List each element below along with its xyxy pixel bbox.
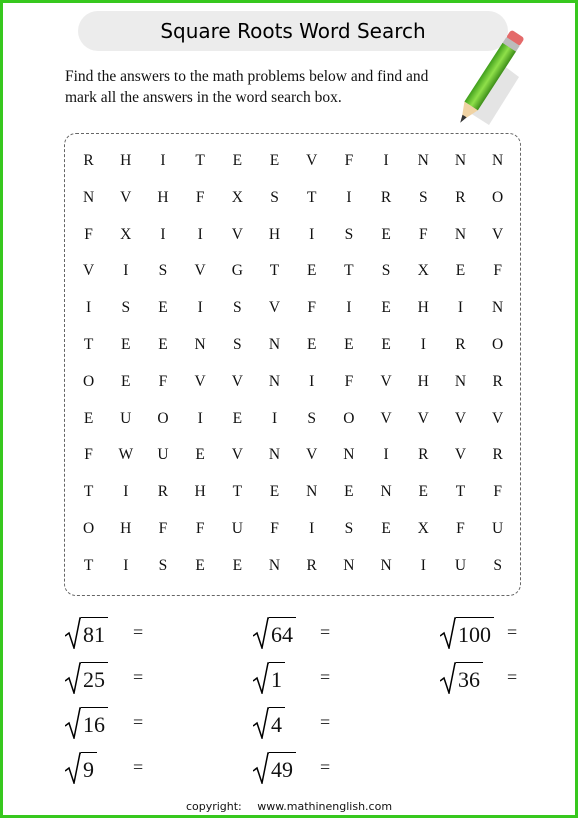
grid-letter[interactable]: H bbox=[194, 483, 206, 501]
grid-letter[interactable]: I bbox=[197, 225, 203, 243]
grid-letter[interactable]: U bbox=[231, 519, 243, 537]
grid-letter[interactable]: E bbox=[381, 225, 391, 243]
grid-letter[interactable]: N bbox=[268, 335, 281, 353]
grid-letter[interactable]: I bbox=[197, 409, 203, 427]
grid-letter[interactable]: E bbox=[195, 556, 205, 574]
grid-letter[interactable]: E bbox=[455, 262, 466, 280]
problem-sqrt-100 bbox=[440, 615, 494, 651]
grid-letter[interactable]: H bbox=[120, 519, 132, 537]
problem-sqrt-1 bbox=[253, 660, 285, 696]
grid-letter[interactable]: V bbox=[82, 262, 95, 280]
grid-letter[interactable]: H bbox=[157, 188, 169, 206]
grid-letter[interactable]: T bbox=[83, 483, 94, 501]
problem-sqrt-16 bbox=[65, 705, 108, 741]
grid-letter[interactable]: F bbox=[456, 519, 465, 537]
grid-letter[interactable]: T bbox=[455, 483, 466, 501]
grid-letter[interactable]: N bbox=[82, 188, 95, 206]
grid-letter[interactable]: I bbox=[309, 225, 315, 243]
grid-letter[interactable]: F bbox=[84, 225, 93, 243]
grid-letter[interactable]: R bbox=[380, 188, 392, 206]
grid-letter[interactable]: F bbox=[493, 262, 502, 280]
radical-sign-icon bbox=[440, 617, 456, 649]
grid-letter[interactable]: E bbox=[158, 335, 168, 353]
grid-letter[interactable]: T bbox=[83, 335, 94, 353]
grid-letter[interactable]: E bbox=[83, 409, 94, 427]
equals-sign: = bbox=[133, 622, 144, 642]
equals-sign: = bbox=[133, 667, 144, 687]
grid-letter[interactable]: T bbox=[306, 188, 317, 206]
grid-letter[interactable]: I bbox=[271, 409, 278, 427]
grid-letter[interactable]: F bbox=[195, 519, 205, 537]
grid-letter[interactable]: F bbox=[195, 188, 205, 206]
grid-letter[interactable]: V bbox=[231, 446, 243, 464]
grid-letter[interactable]: R bbox=[83, 152, 94, 169]
grid-letter[interactable]: E bbox=[381, 299, 391, 317]
radicand: 36 bbox=[456, 662, 483, 694]
equals-sign: = bbox=[320, 622, 331, 642]
grid-letter[interactable]: R bbox=[306, 556, 317, 574]
grid-letter[interactable]: S bbox=[233, 335, 242, 353]
grid-letter[interactable]: R bbox=[455, 188, 466, 206]
grid-letter[interactable]: I bbox=[420, 335, 426, 353]
grid-letter[interactable]: I bbox=[346, 299, 352, 317]
grid-letter[interactable]: N bbox=[268, 446, 281, 464]
grid-letter[interactable]: V bbox=[306, 152, 318, 169]
grid-letter[interactable]: F bbox=[344, 372, 354, 390]
equals-sign: = bbox=[320, 757, 331, 777]
grid-letter[interactable]: S bbox=[418, 188, 428, 206]
grid-letter[interactable]: E bbox=[344, 483, 354, 501]
grid-letter[interactable]: E bbox=[232, 556, 243, 574]
grid-letter[interactable]: F bbox=[418, 225, 428, 243]
problem-sqrt-64 bbox=[253, 615, 296, 651]
grid-letter[interactable]: I bbox=[86, 299, 92, 317]
problem-sqrt-36 bbox=[440, 660, 483, 696]
grid-letter[interactable]: H bbox=[417, 299, 429, 317]
grid-letter[interactable]: T bbox=[269, 262, 280, 280]
radicand: 9 bbox=[81, 752, 97, 784]
radical-sign-icon bbox=[65, 617, 81, 649]
grid-letter[interactable]: S bbox=[344, 519, 354, 537]
grid-letter[interactable]: N bbox=[492, 152, 504, 169]
grid-letter[interactable]: E bbox=[269, 483, 280, 501]
equals-sign: = bbox=[507, 667, 518, 687]
grid-letter[interactable]: S bbox=[493, 556, 502, 574]
radical-sign-icon bbox=[253, 617, 269, 649]
grid-letter[interactable]: E bbox=[232, 409, 243, 427]
grid-letter[interactable]: F bbox=[270, 519, 279, 537]
grid-letter[interactable]: V bbox=[454, 446, 467, 464]
problem-sqrt-49 bbox=[253, 750, 296, 786]
grid-letter[interactable]: O bbox=[492, 188, 504, 206]
equals-sign: = bbox=[133, 757, 144, 777]
pencil-icon bbox=[433, 25, 533, 135]
radical-sign-icon bbox=[65, 707, 81, 739]
grid-letter[interactable]: W bbox=[118, 446, 134, 464]
grid-letter[interactable]: E bbox=[158, 299, 168, 317]
grid-letter[interactable]: R bbox=[455, 335, 466, 353]
grid-letter[interactable]: E bbox=[121, 372, 131, 390]
word-search-grid bbox=[70, 143, 515, 585]
grid-letter[interactable]: H bbox=[268, 225, 281, 243]
grid-letter[interactable]: N bbox=[268, 556, 281, 574]
grid-letter[interactable]: S bbox=[270, 188, 279, 206]
grid-letter[interactable]: V bbox=[231, 372, 243, 390]
instructions-text: Find the answers to the math problems below and find and mark all the answers in the word search box. bbox=[65, 68, 429, 106]
grid-letter[interactable]: S bbox=[158, 262, 168, 280]
grid-letter[interactable]: G bbox=[231, 262, 243, 280]
grid-letter[interactable]: V bbox=[492, 409, 504, 427]
grid-letter[interactable]: I bbox=[160, 152, 166, 169]
grid-letter[interactable]: I bbox=[123, 262, 129, 280]
radical-sign-icon bbox=[253, 752, 269, 784]
grid-letter[interactable]: N bbox=[380, 556, 392, 574]
grid-letter[interactable]: O bbox=[82, 372, 95, 390]
grid-letter[interactable]: E bbox=[306, 262, 317, 280]
radicand: 64 bbox=[269, 617, 296, 649]
grid-letter[interactable]: V bbox=[380, 409, 392, 427]
radicand: 16 bbox=[81, 707, 108, 739]
grid-letter[interactable]: V bbox=[417, 409, 429, 427]
grid-letter[interactable]: S bbox=[307, 409, 317, 427]
grid-letter[interactable]: V bbox=[492, 225, 504, 243]
grid-letter[interactable]: R bbox=[492, 372, 503, 390]
grid-letter[interactable]: T bbox=[195, 152, 205, 169]
radicand: 49 bbox=[269, 752, 296, 784]
grid-letter[interactable]: F bbox=[158, 372, 168, 390]
grid-letter[interactable]: F bbox=[84, 446, 93, 464]
grid-letter[interactable]: U bbox=[492, 519, 504, 537]
grid-letter[interactable]: R bbox=[157, 483, 169, 501]
grid-letter[interactable]: E bbox=[344, 335, 354, 353]
problem-sqrt-4 bbox=[253, 705, 285, 741]
grid-letter[interactable]: I bbox=[197, 299, 203, 317]
grid-letter[interactable]: X bbox=[417, 519, 429, 537]
grid-letter[interactable]: O bbox=[82, 519, 95, 537]
grid-letter[interactable]: U bbox=[120, 409, 132, 427]
grid-letter[interactable]: E bbox=[232, 152, 243, 169]
grid-letter[interactable]: N bbox=[268, 372, 281, 390]
copyright-footer bbox=[3, 800, 575, 813]
problem-sqrt-9 bbox=[65, 750, 97, 786]
grid-letter[interactable]: S bbox=[233, 299, 242, 317]
problem-sqrt-81 bbox=[65, 615, 108, 651]
grid-letter[interactable]: V bbox=[268, 299, 281, 317]
grid-letter[interactable]: E bbox=[269, 152, 280, 169]
worksheet-title: Square Roots Word Search bbox=[78, 11, 508, 51]
equals-sign: = bbox=[320, 667, 331, 687]
grid-letter[interactable]: O bbox=[157, 409, 169, 427]
grid-letter[interactable]: U bbox=[157, 446, 169, 464]
grid-letter[interactable]: I bbox=[457, 299, 464, 317]
copyright-label: copyright: bbox=[185, 800, 242, 813]
grid-letter[interactable]: N bbox=[306, 483, 318, 501]
grid-letter[interactable]: S bbox=[121, 299, 131, 317]
grid-letter[interactable]: E bbox=[418, 483, 429, 501]
equals-sign: = bbox=[133, 712, 144, 732]
grid-letter[interactable]: R bbox=[418, 446, 429, 464]
radical-sign-icon bbox=[440, 662, 456, 694]
grid-letter[interactable]: V bbox=[194, 262, 206, 280]
grid-letter[interactable]: N bbox=[454, 152, 467, 169]
radical-sign-icon bbox=[65, 662, 81, 694]
grid-letter[interactable]: N bbox=[417, 152, 429, 169]
radicand: 100 bbox=[456, 617, 494, 649]
equals-sign: = bbox=[507, 622, 518, 642]
grid-letter[interactable]: V bbox=[380, 372, 392, 390]
grid-letter[interactable]: I bbox=[346, 188, 352, 206]
grid-letter[interactable]: N bbox=[454, 372, 467, 390]
grid-letter[interactable]: T bbox=[232, 483, 243, 501]
grid-letter[interactable]: F bbox=[344, 152, 354, 169]
grid-letter[interactable]: H bbox=[120, 152, 132, 169]
grid-letter[interactable]: E bbox=[381, 335, 391, 353]
grid-letter[interactable]: V bbox=[306, 446, 318, 464]
radical-sign-icon bbox=[253, 707, 269, 739]
grid-letter[interactable]: F bbox=[158, 519, 168, 537]
radicand: 1 bbox=[269, 662, 285, 694]
grid-letter[interactable]: S bbox=[158, 556, 168, 574]
grid-letter[interactable]: R bbox=[492, 446, 503, 464]
grid-letter[interactable]: U bbox=[454, 556, 467, 574]
grid-letter[interactable]: E bbox=[195, 446, 205, 464]
grid-letter[interactable]: N bbox=[380, 483, 392, 501]
grid-letter[interactable]: I bbox=[309, 372, 315, 390]
grid-letter[interactable]: I bbox=[420, 556, 426, 574]
grid-letter[interactable]: N bbox=[343, 556, 355, 574]
grid-letter[interactable]: F bbox=[307, 299, 317, 317]
grid-letter[interactable]: N bbox=[492, 299, 504, 317]
grid-letter[interactable]: I bbox=[123, 556, 129, 574]
grid-letter[interactable]: I bbox=[383, 152, 389, 169]
grid-letter[interactable]: N bbox=[194, 335, 206, 353]
grid-letter[interactable]: F bbox=[493, 483, 502, 501]
grid-letter[interactable]: I bbox=[383, 446, 389, 464]
radicand: 81 bbox=[81, 617, 108, 649]
grid-letter[interactable]: V bbox=[454, 409, 467, 427]
equals-sign: = bbox=[320, 712, 331, 732]
grid-letter[interactable]: I bbox=[123, 483, 129, 501]
grid-letter[interactable]: I bbox=[309, 519, 315, 537]
radicand: 25 bbox=[81, 662, 108, 694]
radicand: 4 bbox=[269, 707, 285, 739]
grid-letter[interactable]: T bbox=[344, 262, 354, 280]
grid-letter[interactable]: O bbox=[492, 335, 504, 353]
grid-letter[interactable]: S bbox=[344, 225, 354, 243]
problem-sqrt-25 bbox=[65, 660, 108, 696]
grid-letter[interactable]: X bbox=[417, 262, 429, 280]
grid-letter[interactable]: E bbox=[381, 519, 391, 537]
grid-letter[interactable]: S bbox=[381, 262, 391, 280]
radical-sign-icon bbox=[65, 752, 81, 784]
grid-letter[interactable]: N bbox=[343, 446, 355, 464]
radical-sign-icon bbox=[253, 662, 269, 694]
grid-letter[interactable]: X bbox=[231, 188, 243, 206]
grid-letter[interactable]: N bbox=[454, 225, 467, 243]
grid-letter[interactable]: V bbox=[231, 225, 243, 243]
grid-letter[interactable]: V bbox=[194, 372, 206, 390]
grid-letter[interactable]: T bbox=[83, 556, 94, 574]
grid-letter[interactable]: V bbox=[120, 188, 132, 206]
grid-letter[interactable]: E bbox=[121, 335, 131, 353]
grid-letter[interactable]: E bbox=[306, 335, 317, 353]
grid-letter[interactable]: H bbox=[417, 372, 429, 390]
grid-letter[interactable]: I bbox=[160, 225, 166, 243]
website-link[interactable]: www.mathinenglish.com bbox=[257, 800, 393, 813]
grid-letter[interactable]: O bbox=[343, 409, 355, 427]
grid-letter[interactable]: X bbox=[120, 225, 132, 243]
